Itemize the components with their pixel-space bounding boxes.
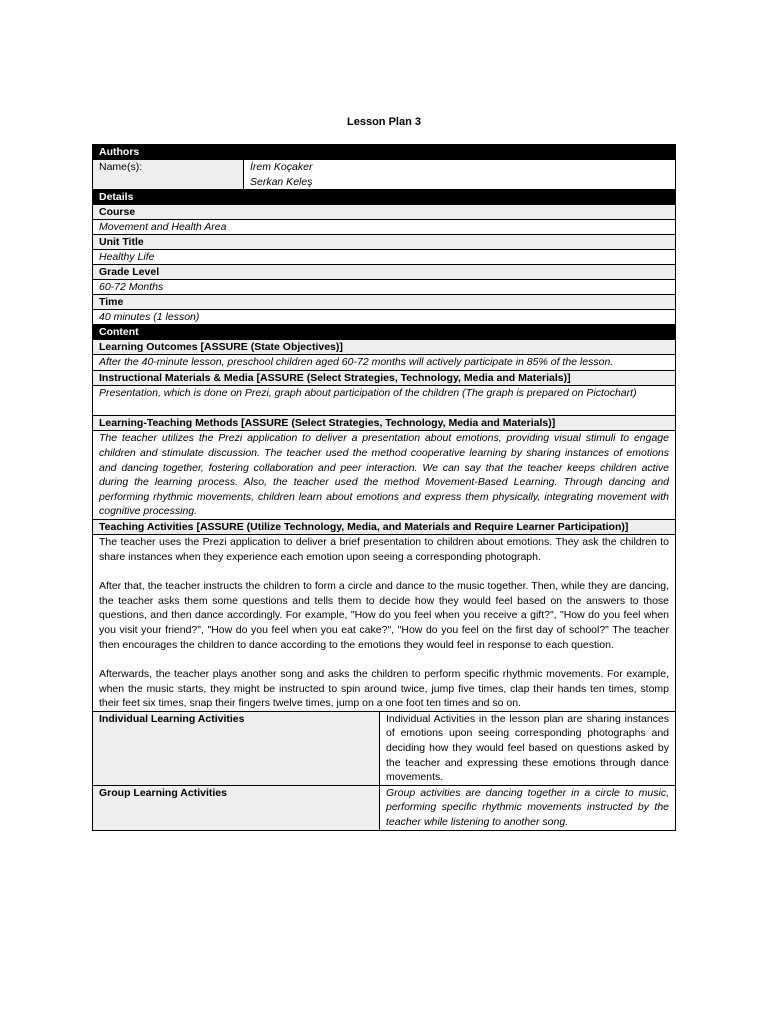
unit-title-label: Unit Title xyxy=(93,235,675,250)
time-label: Time xyxy=(93,295,675,310)
group-activities-row xyxy=(93,786,675,830)
lesson-plan-table xyxy=(92,144,676,831)
methods-label: Learning-Teaching Methods [ASSURE (Select Strategies, Technology, Media and Materials)] xyxy=(93,416,675,431)
authors-header: Authors xyxy=(93,145,675,160)
names-label: Name(s): xyxy=(93,160,243,189)
time-value: 40 minutes (1 lesson) xyxy=(93,310,675,325)
learning-outcomes-label: Learning Outcomes [ASSURE (State Objectives)] xyxy=(93,340,675,355)
grade-level-label: Grade Level xyxy=(93,265,675,280)
activity-paragraph: The teacher uses the Prezi application to deliver a brief presentation to children about emotions. They ask the children to share instances when they experience each emotion upon seeing a corresponding photograph. xyxy=(99,535,669,563)
names-row xyxy=(93,160,675,190)
materials-label: Instructional Materials & Media [ASSURE (Select Strategies, Technology, Media and Materials)] xyxy=(93,371,675,386)
course-value: Movement and Health Area xyxy=(93,220,675,235)
individual-activities-label: Individual Learning Activities xyxy=(93,712,379,785)
materials-value: Presentation, which is done on Prezi, graph about participation of the children (The graph is prepared on Pictochart) xyxy=(93,386,675,417)
details-header: Details xyxy=(93,190,675,205)
grade-level-value: 60-72 Months xyxy=(93,280,675,295)
content-header: Content xyxy=(93,325,675,340)
activity-paragraph: After that, the teacher instructs the children to form a circle and dance to the music together. Then, while they are dancing, the teacher asks them some questions and tells them to decide how they would feel based on the answers to those questions, and then dance accordingly. For example, "How do you feel when you receive a gift?", "How do you feel when you visit your friend?", "How do you feel when you eat cake?", "How do you feel on the first day of school?" The teacher then encourages the children to dance according to the emotions they would feel in response to each question. xyxy=(99,580,669,651)
methods-value: The teacher utilizes the Prezi application to deliver a presentation about emotions, providing visual stimuli to engage children and stimulate discussion. The teacher used the method cooperative learning by sharing instances of emotions and dancing together, fostering collaboration and peer interaction. We can say that the teacher keeps children active during the learning process. Also, the teacher used the method Movement-Based Learning. Through dancing and performing rhythmic movements, children learn about emotions and express them physically, integrating movement with cognitive processing. xyxy=(93,431,675,520)
unit-title-value: Healthy Life xyxy=(93,250,675,265)
teaching-activities-value xyxy=(93,535,675,712)
teaching-activities-label: Teaching Activities [ASSURE (Utilize Technology, Media, and Materials and Require Learner Participation)] xyxy=(93,520,675,535)
course-label: Course xyxy=(93,205,675,220)
group-activities-value: Group activities are dancing together in a circle to music, performing specific rhythmic movements instructed by the teacher while listening to another song. xyxy=(379,786,675,830)
author-name: İrem Koçaker xyxy=(250,161,313,173)
learning-outcomes-value: After the 40-minute lesson, preschool children aged 60-72 months will actively participate in 85% of the lesson. xyxy=(93,355,675,371)
individual-activities-row xyxy=(93,712,675,786)
activity-paragraph: Afterwards, the teacher plays another song and asks the children to perform specific rhythmic movements. For example, when the music starts, they might be instructed to spin around twice, jump five times, clap their hands ten times, stomp their feet six times, snap their fingers twelve times, jump on a one foot ten times and so on. xyxy=(99,668,669,710)
names-value xyxy=(243,160,675,189)
individual-activities-value: Individual Activities in the lesson plan are sharing instances of emotions upon seeing corresponding photographs and deciding how they would feel based on questions asked by the teacher and expressing these emotions through dance movements. xyxy=(379,712,675,785)
document-title: Lesson Plan 3 xyxy=(347,116,421,128)
group-activities-label: Group Learning Activities xyxy=(93,786,379,830)
author-name: Serkan Keleş xyxy=(250,175,313,188)
